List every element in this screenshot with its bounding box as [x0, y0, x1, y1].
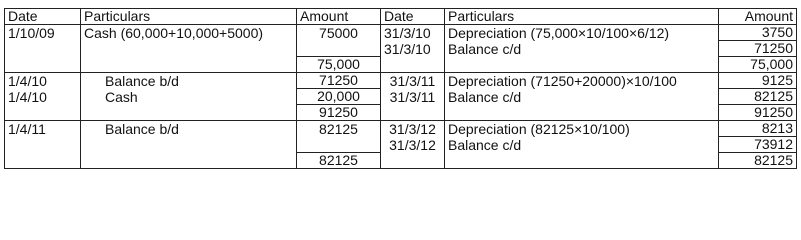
debit-particulars: Cash: [81, 89, 297, 105]
credit-amount: 73912: [719, 137, 797, 153]
credit-total: 91250: [719, 105, 797, 121]
credit-date: [381, 105, 445, 121]
credit-amount: 71250: [719, 41, 797, 57]
credit-amount: 8213: [719, 121, 797, 137]
debit-particulars: Cash (60,000+10,000+5000): [81, 25, 297, 41]
debit-amount: 75000: [297, 25, 381, 41]
total-row: [5, 153, 797, 169]
table-row: [5, 73, 797, 89]
debit-particulars: [81, 153, 297, 169]
debit-date: 1/4/11: [5, 121, 81, 137]
debit-amount: [297, 137, 381, 153]
credit-date: [381, 57, 445, 73]
debit-particulars-header: Particulars: [81, 9, 297, 25]
table-row: [5, 121, 797, 137]
credit-date: 31/3/10: [381, 41, 445, 57]
debit-particulars: [81, 137, 297, 153]
credit-particulars: Depreciation (82125×10/100): [445, 121, 719, 137]
credit-date: 31/3/11: [381, 73, 445, 89]
debit-total: 91250: [297, 105, 381, 121]
debit-particulars: [81, 41, 297, 57]
debit-date: [5, 137, 81, 153]
credit-date: [381, 153, 445, 169]
total-row: [5, 57, 797, 73]
credit-total: 75,000: [719, 57, 797, 73]
debit-total: 75,000: [297, 57, 381, 73]
debit-date-header: Date: [5, 9, 81, 25]
credit-date: 31/3/11: [381, 89, 445, 105]
credit-date: 31/3/10: [381, 25, 445, 41]
credit-particulars: Depreciation (71250+20000)×10/100: [445, 73, 719, 89]
credit-date: 31/3/12: [381, 137, 445, 153]
debit-amount: 20,000: [297, 89, 381, 105]
debit-date: [5, 41, 81, 57]
table-row: [5, 89, 797, 105]
credit-particulars-header: Particulars: [445, 9, 719, 25]
debit-amount: 71250: [297, 73, 381, 89]
machinery-account-table: [4, 8, 797, 169]
credit-amount: 82125: [719, 89, 797, 105]
header-row: [5, 9, 797, 25]
debit-date: [5, 57, 81, 73]
debit-amount-header: Amount: [297, 9, 381, 25]
table-row: [5, 41, 797, 57]
debit-date: [5, 153, 81, 169]
debit-date: 1/10/09: [5, 25, 81, 41]
credit-date-header: Date: [381, 9, 445, 25]
credit-particulars: Depreciation (75,000×10/100×6/12): [445, 25, 719, 41]
credit-amount: 9125: [719, 73, 797, 89]
debit-particulars: Balance b/d: [81, 73, 297, 89]
debit-particulars: [81, 57, 297, 73]
credit-particulars: [445, 57, 719, 73]
credit-particulars: Balance c/d: [445, 89, 719, 105]
credit-amount: 3750: [719, 25, 797, 41]
table-row: [5, 25, 797, 41]
credit-total: 82125: [719, 153, 797, 169]
credit-date: 31/3/12: [381, 121, 445, 137]
credit-particulars: Balance c/d: [445, 137, 719, 153]
credit-particulars: [445, 153, 719, 169]
debit-total: 82125: [297, 153, 381, 169]
debit-amount: [297, 41, 381, 57]
debit-date: [5, 105, 81, 121]
credit-amount-header: Amount: [719, 9, 797, 25]
table-row: [5, 137, 797, 153]
debit-date: 1/4/10: [5, 89, 81, 105]
debit-amount: 82125: [297, 121, 381, 137]
credit-particulars: Balance c/d: [445, 41, 719, 57]
debit-particulars: [81, 105, 297, 121]
debit-particulars: Balance b/d: [81, 121, 297, 137]
credit-particulars: [445, 105, 719, 121]
total-row: [5, 105, 797, 121]
debit-date: 1/4/10: [5, 73, 81, 89]
